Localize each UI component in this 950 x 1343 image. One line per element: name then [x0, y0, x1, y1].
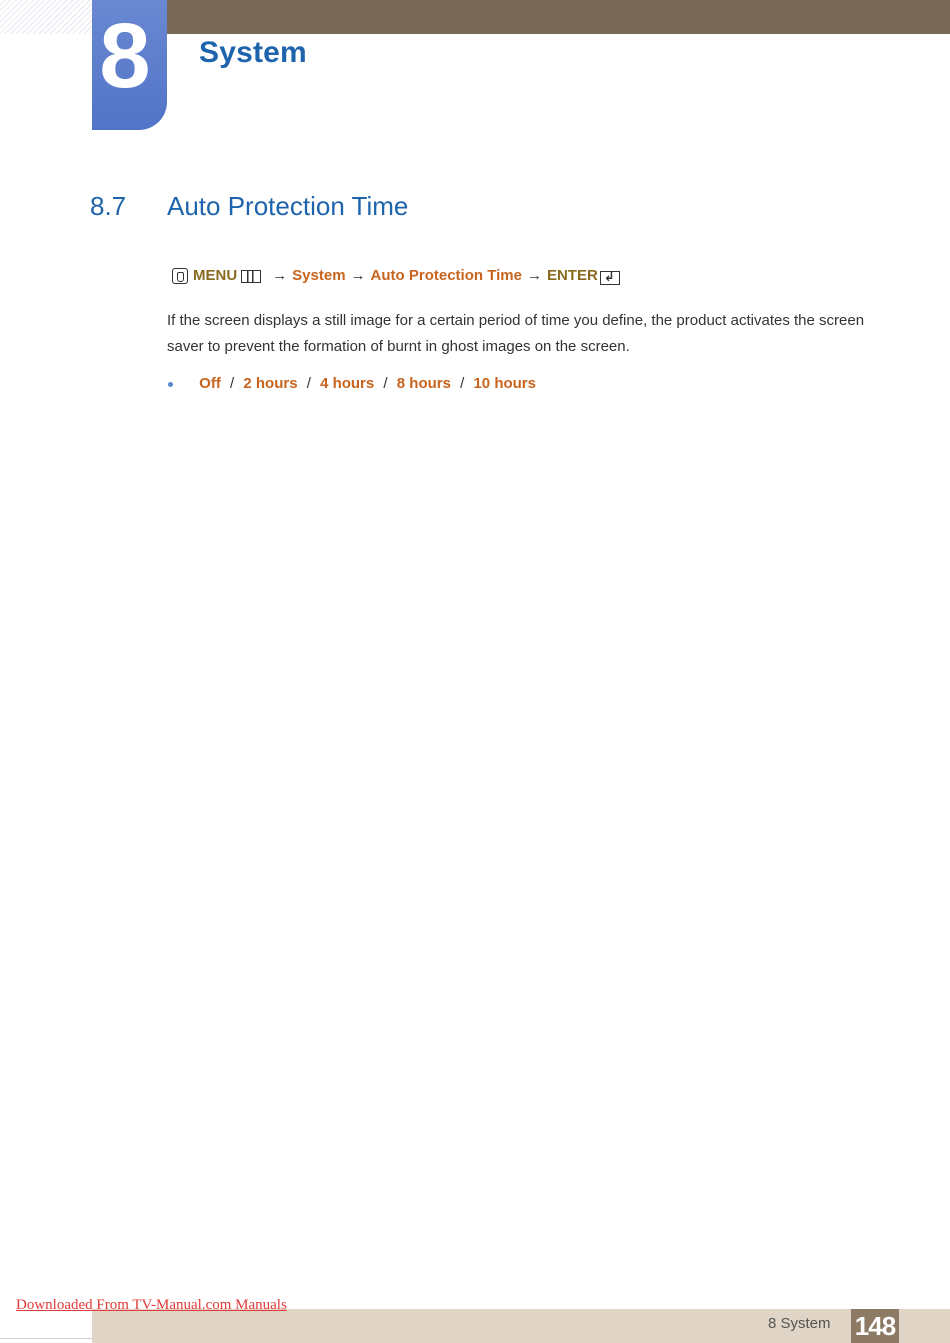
menu-path [172, 266, 620, 286]
section-title: Auto Protection Time [167, 191, 409, 221]
option-10-hours: 10 hours [473, 375, 536, 392]
enter-label: ENTER [546, 267, 598, 284]
option-separator: / [230, 375, 235, 392]
enter-icon [600, 271, 620, 285]
option-4-hours: 4 hours [320, 375, 375, 392]
option-8-hours: 8 hours [396, 375, 451, 392]
menu-step-system: System [292, 267, 346, 284]
menu-icon [241, 270, 261, 283]
option-2-hours: 2 hours [243, 375, 298, 392]
page-number: 148 [851, 1309, 899, 1343]
option-off: Off [199, 375, 221, 392]
option-separator: / [460, 375, 465, 392]
menu-label: MENU [193, 267, 238, 284]
chapter-number: 8 [99, 5, 151, 107]
bullet-icon [168, 382, 173, 387]
option-separator: / [306, 375, 311, 392]
section-number: 8.7 [90, 191, 127, 221]
arrow-icon: → [526, 267, 542, 284]
header-hatch-decoration [0, 0, 92, 34]
description-paragraph: If the screen displays a still image for a certain period of time you define, the product activates the screen saver to prevent the formation of burnt in ghost images on the screen. [167, 312, 865, 355]
arrow-icon: → [350, 267, 366, 284]
menu-step-auto-protection-time: Auto Protection Time [370, 267, 522, 284]
header-bar [167, 0, 950, 34]
watermark-link[interactable]: Downloaded From TV-Manual.com Manuals [16, 1297, 287, 1313]
hand-icon [172, 268, 188, 284]
chapter-title: System [199, 36, 307, 69]
footer-line [0, 1338, 92, 1339]
options-list [167, 374, 536, 394]
option-separator: / [383, 375, 388, 392]
footer-chapter-label: 8 System [768, 1315, 831, 1332]
arrow-icon: → [272, 267, 288, 284]
section-heading [90, 191, 408, 222]
